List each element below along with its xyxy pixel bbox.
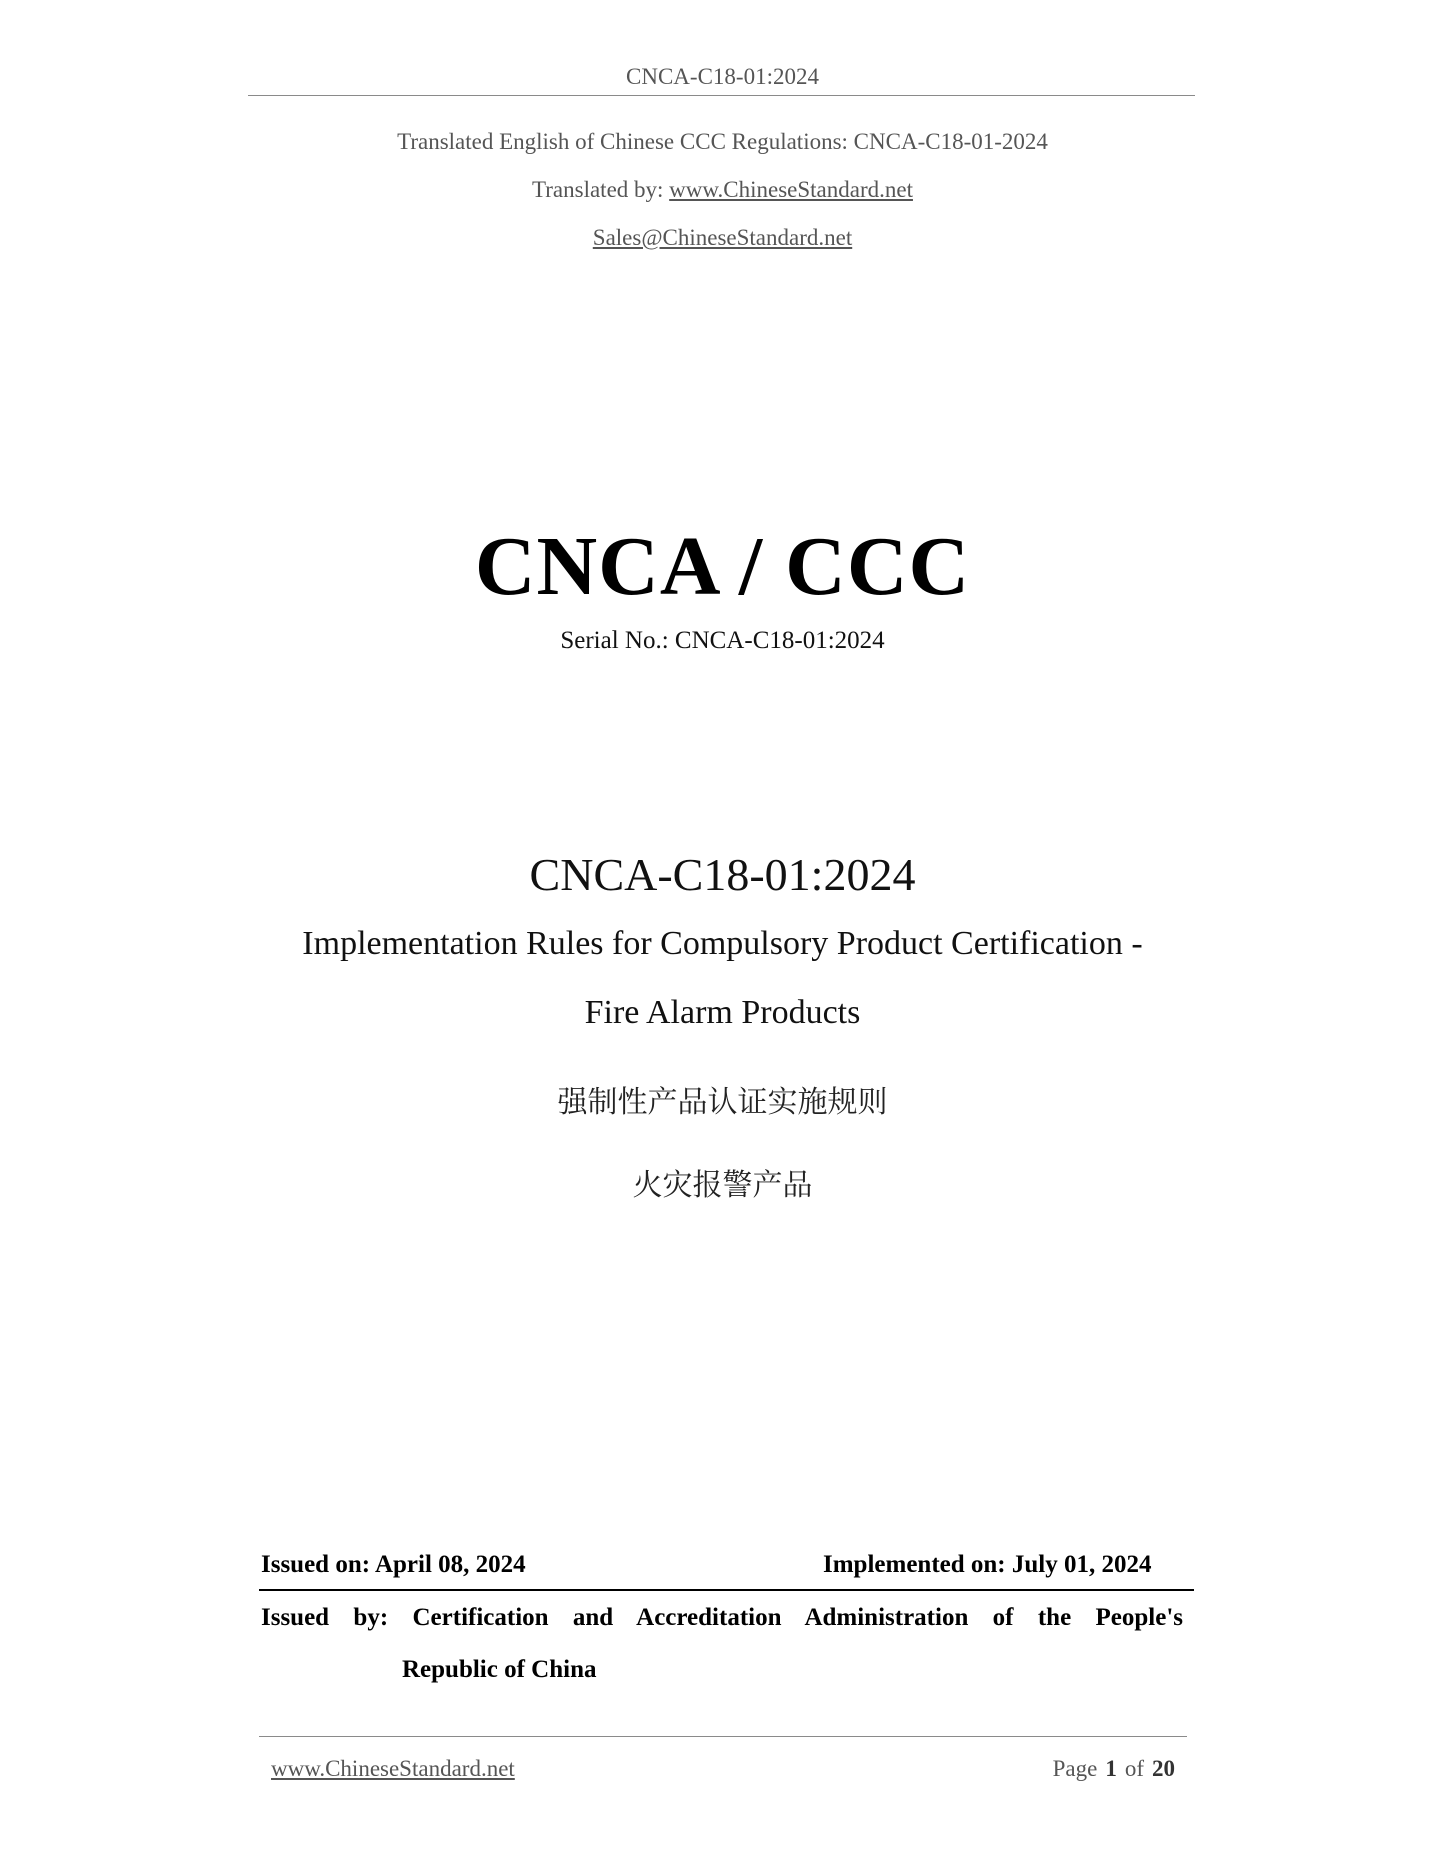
page-label: Page: [1052, 1756, 1098, 1781]
translated-by: [0, 177, 1445, 203]
running-header-title: CNCA-C18-01:2024: [626, 64, 819, 89]
document-code: CNCA-C18-01:2024: [529, 849, 916, 900]
english-title-line-1: Implementation Rules for Compulsory Product Certification -: [302, 925, 1143, 962]
header-divider: [248, 95, 1195, 96]
translated-by-label: Translated by:: [532, 177, 670, 202]
footer-website: [271, 1756, 515, 1782]
issued-by-line-2: Republic of China: [402, 1656, 597, 1683]
sales-contact: [0, 225, 1445, 251]
issued-by-line-1: Issued by: Certification and Accreditation Administration of the People's: [261, 1604, 1183, 1631]
footer-divider: [259, 1736, 1187, 1737]
implemented-on-date: Implemented on: July 01, 2024: [823, 1551, 1152, 1578]
translator-website-link[interactable]: www.ChineseStandard.net: [669, 177, 913, 202]
issuance-divider: [259, 1589, 1194, 1591]
chinese-title-line-1: 强制性产品认证实施规则: [557, 1085, 888, 1120]
footer-website-link[interactable]: www.ChineseStandard.net: [271, 1756, 515, 1781]
chinese-title-line-2: 火灾报警产品: [632, 1168, 813, 1203]
of-label: of: [1124, 1756, 1144, 1781]
cover-main-title: CNCA / CCC: [474, 520, 971, 613]
page-current: 1: [1105, 1756, 1117, 1781]
page-total: 20: [1152, 1756, 1175, 1781]
sales-email-link[interactable]: Sales@ChineseStandard.net: [592, 225, 853, 250]
page-indicator: [1053, 1756, 1183, 1782]
serial-number: Serial No.: CNCA-C18-01:2024: [560, 627, 885, 654]
english-title-line-2: Fire Alarm Products: [584, 994, 861, 1031]
issued-on-date: Issued on: April 08, 2024: [261, 1551, 526, 1578]
translation-note: Translated English of Chinese CCC Regulations: CNCA-C18-01-2024: [397, 129, 1048, 154]
